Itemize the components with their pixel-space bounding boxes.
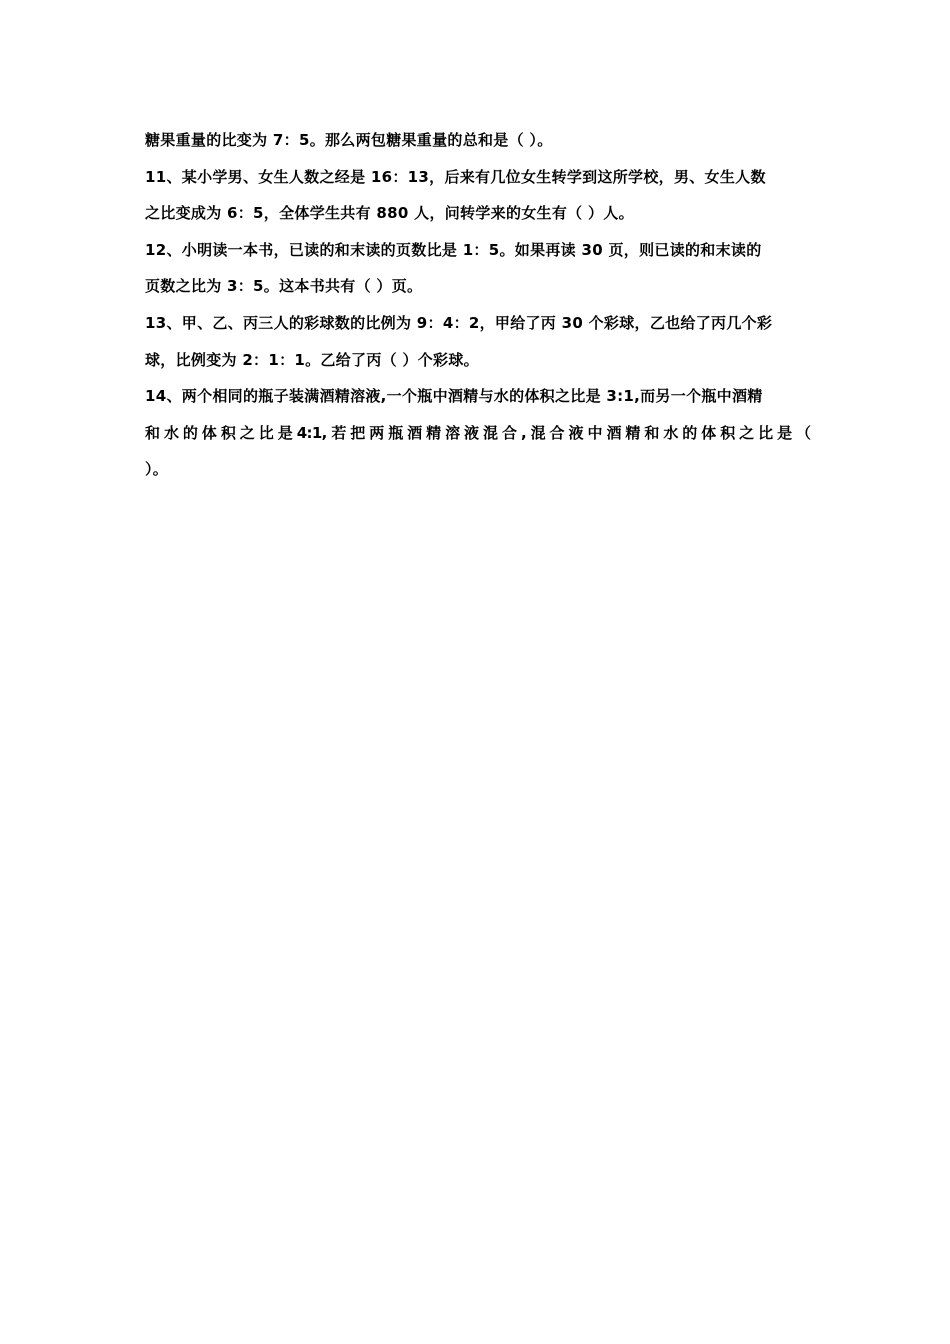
question-14-line-1: 14、两个相同的瓶子装满酒精溶液,一个瓶中酒精与水的体积之比是 3:1,而另一个瓶中酒精 [145, 387, 763, 406]
question-13-line-1: 13、甲、乙、丙三人的彩球数的比例为 9：4：2，甲给了丙 30 个彩球，乙也给了丙几个彩 [145, 313, 773, 332]
text-line-1: 糖果重量的比变为 7：5。那么两包糖果重量的总和是（ ）。 [145, 131, 553, 149]
question-12-line-2: 页数之比为 3：5。这本书共有（ ）页。 [145, 277, 423, 296]
question-13-line-2: 球，比例变为 2：1：1。乙给了丙（ ）个彩球。 [145, 350, 479, 369]
question-14-line-2: 和 水 的 体 积 之 比 是 4:1, 若 把 两 瓶 酒 精 溶 液 混 合 , 混 合 液 中 酒 精 和 水 的 体 积 之 比 是 （ [145, 423, 811, 442]
question-14-line-3: ）。 [145, 460, 169, 479]
question-11-line-1: 11、某小学男、女生人数之经是 16：13，后来有几位女生转学到这所学校，男、女生人数 [145, 167, 766, 186]
document-body [145, 122, 810, 488]
question-11-line-2: 之比变成为 6：5，全体学生共有 880 人，问转学来的女生有（ ）人。 [145, 204, 634, 223]
question-12-line-1: 12、小明读一本书，已读的和末读的页数比是 1：5。如果再读 30 页，则已读的和末读的 [145, 240, 762, 259]
